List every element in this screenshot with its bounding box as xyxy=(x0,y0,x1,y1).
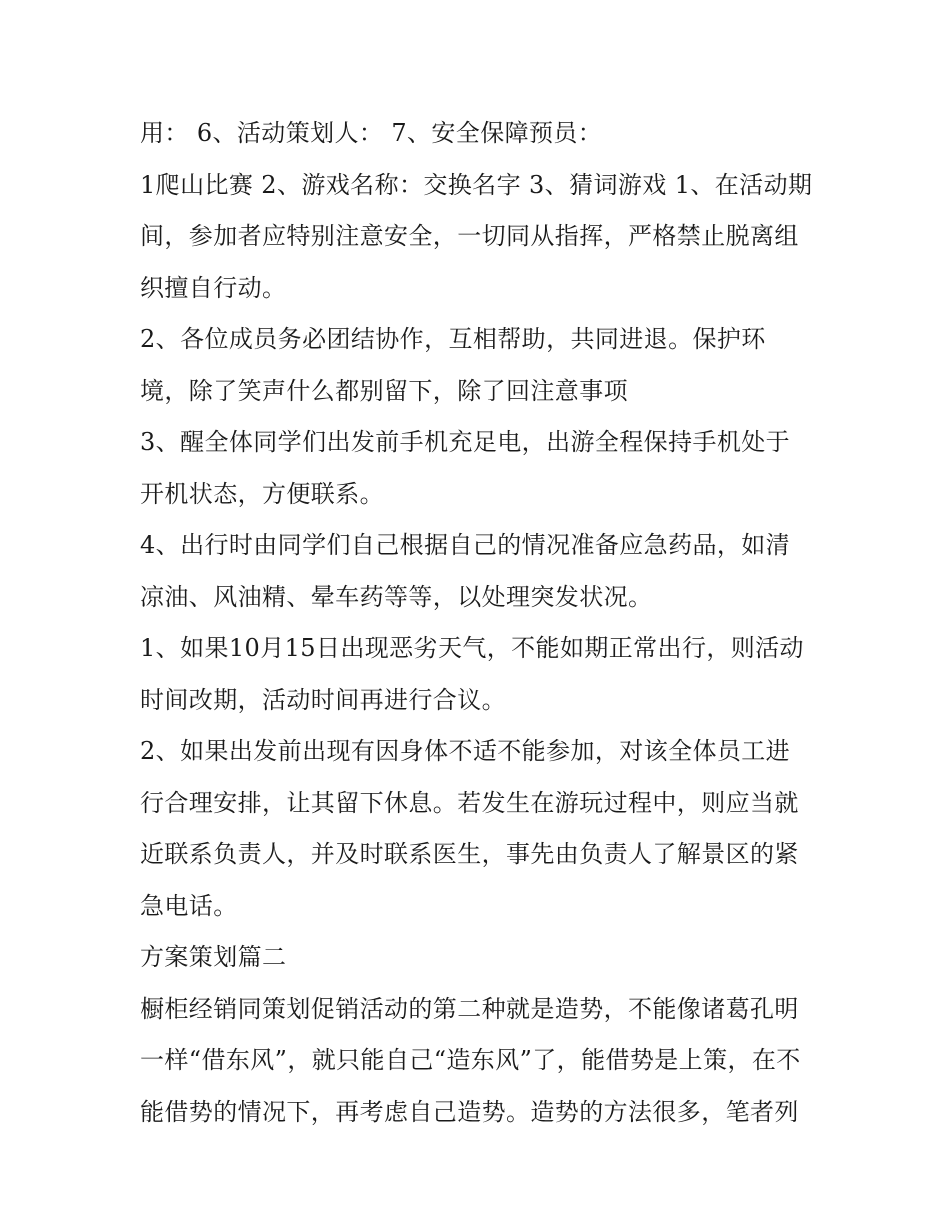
text-line: 间，参加者应特别注意安全，一切同从指挥，严格禁止脱离组 xyxy=(140,222,799,250)
text-line: 急电话。 xyxy=(140,891,238,920)
text-line: 1爬山比赛 2、游戏名称：交换名字 3、猜词游戏 1、在活动期 xyxy=(140,170,813,199)
text-line: 用： 6、活动策划人： 7、安全保障预员： xyxy=(140,119,603,147)
text-line: 2、如果出发前出现有因身体不适不能参加，对该全体员工进 xyxy=(140,737,791,765)
text-line: 凉油、风油精、晕车药等等，以处理突发状况。 xyxy=(140,582,653,611)
text-line: 时间改期，活动时间再进行合议。 xyxy=(140,685,506,714)
document-body xyxy=(140,108,820,1138)
text-line: 3、醒全体同学们出发前手机充足电，出游全程保持手机处于 xyxy=(140,428,791,456)
text-line: 织擅自行动。 xyxy=(140,273,287,302)
text-line: 境，除了笑声什么都别留下，除了回注意事项 xyxy=(140,376,628,405)
text-line: 开机状态，方便联系。 xyxy=(140,479,384,508)
text-line: 4、出行时由同学们自己根据自己的情况准备应急药品，如清 xyxy=(140,531,791,559)
text-line: 一样“借东风”，就只能自己“造东风”了，能借势是上策，在不 xyxy=(140,1046,801,1074)
text-line: 橱柜经销同策划促销活动的第二种就是造势，不能像诸葛孔明 xyxy=(140,994,799,1023)
text-line: 行合理安排，让其留下休息。若发生在游玩过程中，则应当就 xyxy=(140,788,799,817)
text-line: 2、各位成员务必团结协作，互相帮助，共同进退。保护环 xyxy=(140,325,766,353)
text-line: 近联系负责人，并及时联系医生，事先由负责人了解景区的紧 xyxy=(140,840,799,868)
section-heading: 方案策划篇二 xyxy=(140,943,287,971)
text-line: 1、如果10月15日出现恶劣天气，不能如期正常出行，则活动 xyxy=(140,634,804,662)
text-line: 能借势的情况下，再考虑自己造势。造势的方法很多，笔者列 xyxy=(140,1097,799,1126)
